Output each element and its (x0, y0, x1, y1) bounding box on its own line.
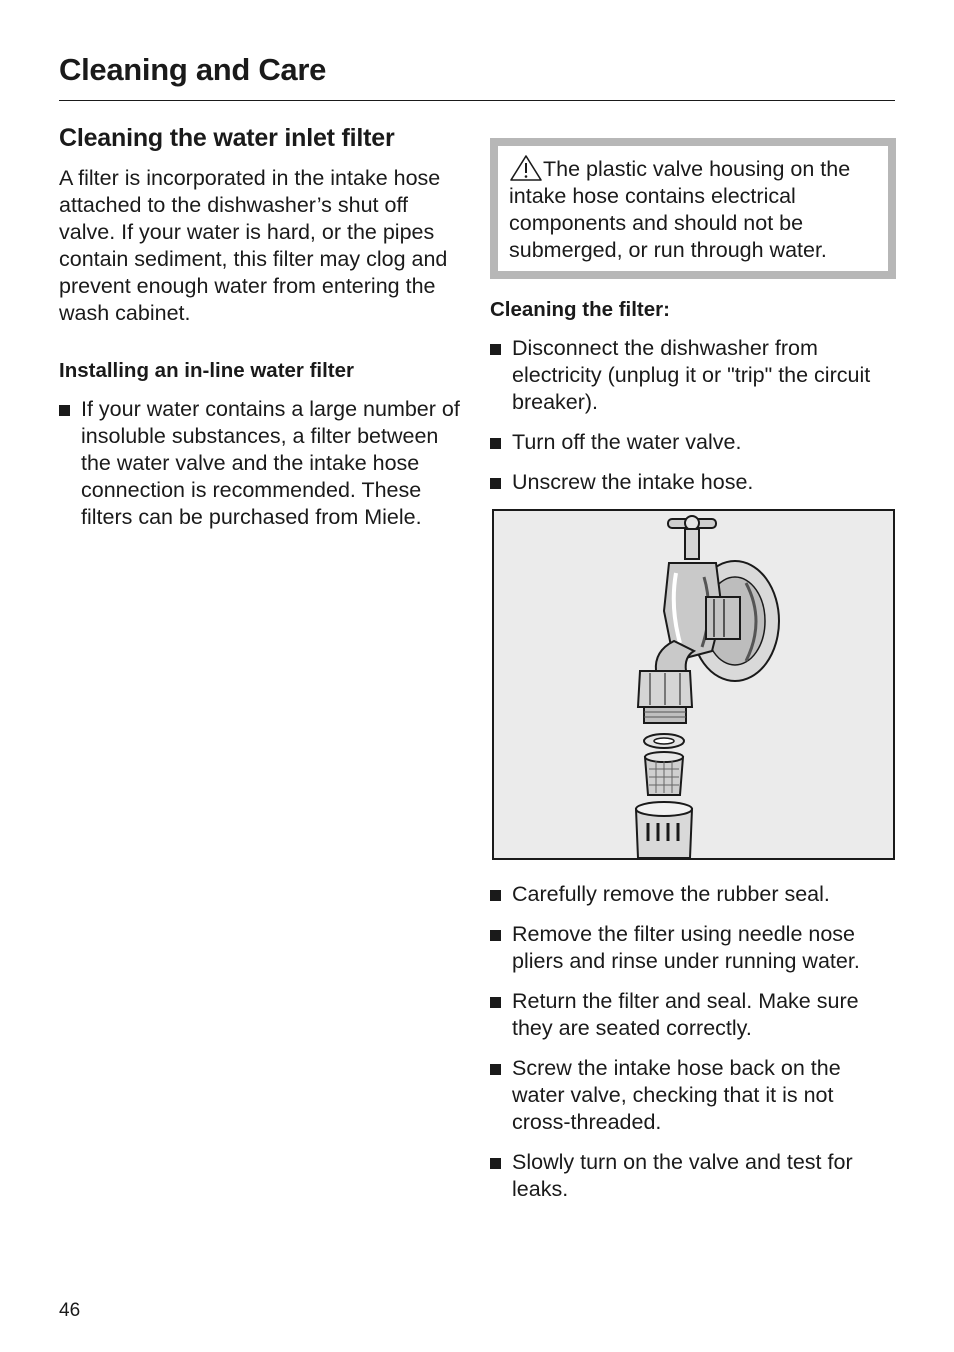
cleaning-steps-list-2 (490, 881, 895, 1203)
valve-illustration (492, 509, 895, 860)
list-item-text: Slowly turn on the valve and test for leaks. (512, 1150, 853, 1201)
list-item (490, 469, 895, 496)
list-item (490, 881, 895, 908)
list-item-text: Remove the filter using needle nose pliers and rinse under running water. (512, 922, 860, 973)
list-item (490, 429, 895, 456)
valve-drawing (494, 511, 893, 858)
warning-text: The plastic valve housing on the intake hose contains electrical components and should not be submerged, or run through water. (509, 157, 851, 262)
inline-filter-heading: Installing an in-line water filter (59, 359, 355, 382)
page-number: 46 (59, 1300, 81, 1321)
list-item (490, 335, 895, 416)
square-bullet-icon (490, 1158, 501, 1169)
list-item (490, 988, 895, 1042)
list-item (490, 921, 895, 975)
cleaning-steps-list-1 (490, 335, 895, 496)
inline-filter-list (59, 396, 464, 531)
list-item (490, 1055, 895, 1136)
list-item-text: Disconnect the dishwasher from electricity (unplug it or "trip" the circuit breaker). (512, 336, 871, 414)
square-bullet-icon (490, 890, 501, 901)
list-item-text: Screw the intake hose back on the water valve, checking that it is not cross-threaded. (512, 1056, 841, 1134)
square-bullet-icon (490, 1064, 501, 1075)
list-item-text: Return the filter and seal. Make sure they are seated correctly. (512, 989, 859, 1040)
square-bullet-icon (490, 997, 501, 1008)
square-bullet-icon (59, 405, 70, 416)
section-title: Cleaning and Care (59, 52, 327, 87)
square-bullet-icon (490, 438, 501, 449)
intro-paragraph: A filter is incorporated in the intake hose attached to the dishwasher’s shut off valve. If your water is hard, or the pipes contain sediment, this filter may clog and prevent enough water from entering the wash cabinet. (59, 166, 448, 325)
square-bullet-icon (490, 930, 501, 941)
warning-box (490, 138, 896, 279)
list-item (490, 1149, 895, 1203)
list-item-text: If your water contains a large number of insoluble substances, a filter between the water valve and the intake hose connection is recommended. These filters can be purchased from Miele. (81, 397, 460, 529)
left-column (59, 124, 464, 544)
filter-section-heading: Cleaning the water inlet filter (59, 124, 395, 152)
list-item-text: Unscrew the intake hose. (512, 470, 754, 494)
cleaning-filter-heading: Cleaning the filter: (490, 298, 670, 321)
warning-triangle-icon (509, 156, 543, 183)
square-bullet-icon (490, 344, 501, 355)
list-item (59, 396, 464, 531)
list-item-text: Turn off the water valve. (512, 430, 742, 454)
list-item-text: Carefully remove the rubber seal. (512, 882, 830, 906)
square-bullet-icon (490, 478, 501, 489)
right-column (490, 138, 895, 1216)
header-rule (59, 100, 895, 101)
